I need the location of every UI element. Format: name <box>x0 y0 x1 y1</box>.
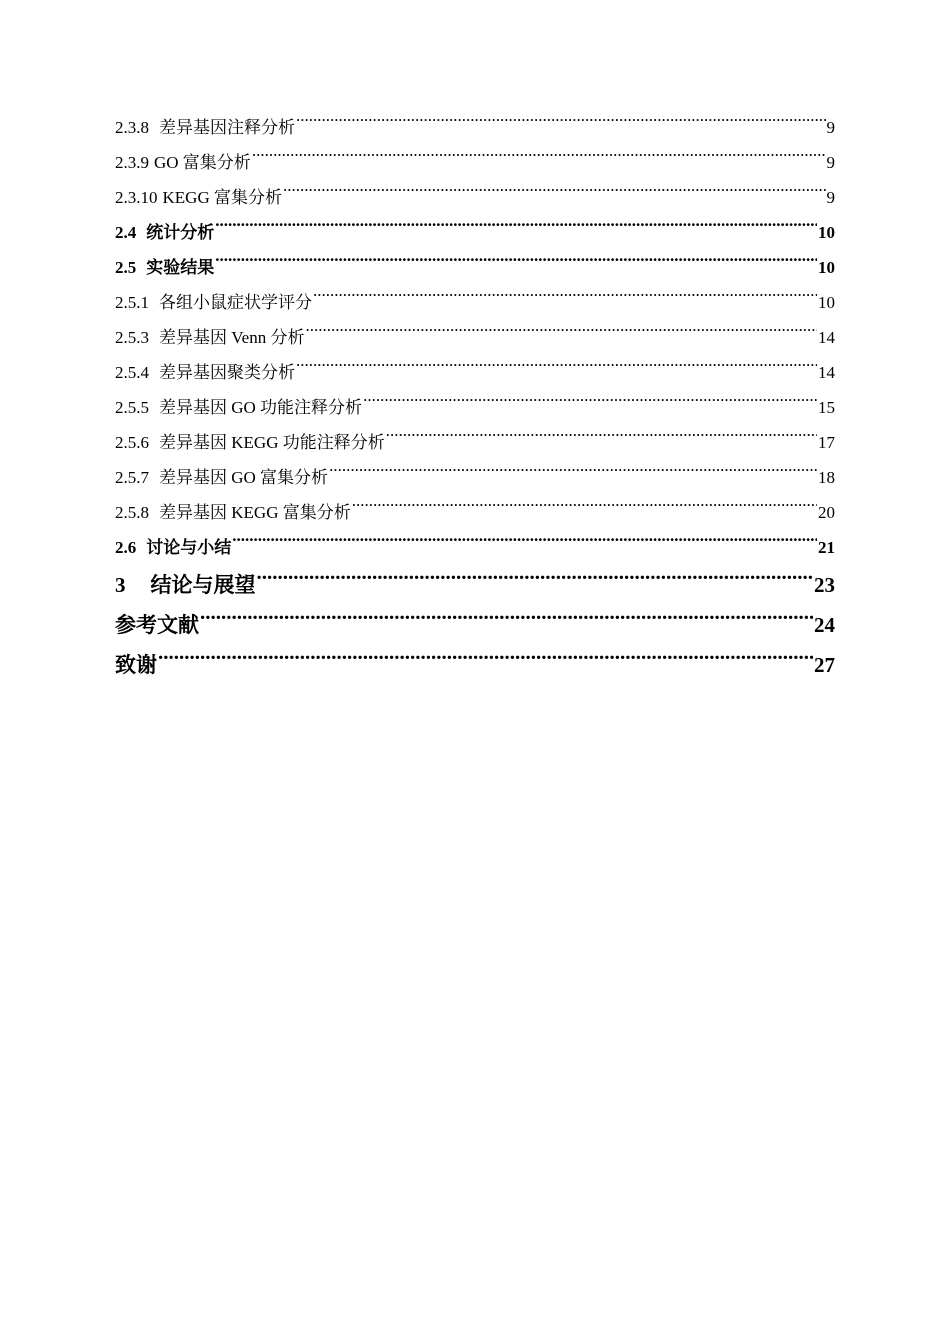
dot-leader <box>252 151 826 168</box>
dot-leader <box>296 361 817 378</box>
toc-entry-number: 2.5.6 <box>115 433 149 452</box>
dot-leader <box>232 536 817 553</box>
toc-entry-page: 9 <box>826 188 835 207</box>
toc-entry[interactable] <box>115 425 835 460</box>
toc-entry-title: 差异基因注释分析 <box>159 118 295 137</box>
toc-entry[interactable] <box>115 110 835 145</box>
toc-entry-chapter[interactable] <box>115 565 835 605</box>
toc-entry-page: 10 <box>818 293 835 312</box>
toc-entry-number: 2.6 <box>115 538 137 557</box>
toc-entry-page: 10 <box>818 258 835 277</box>
dot-leader <box>296 116 826 133</box>
toc-entry-title: 差异基因 Venn 分析 <box>159 328 305 347</box>
dot-leader <box>329 466 817 483</box>
toc-entry-number: 2.5 <box>115 258 137 277</box>
toc-entry-title: 致谢 <box>115 653 157 677</box>
toc-entry-title: 差异基因 KEGG 功能注释分析 <box>159 433 385 452</box>
toc-entry-title: 实验结果 <box>146 258 215 277</box>
toc-entry-page: 20 <box>818 503 835 522</box>
toc-entry-title: 讨论与小结 <box>146 538 232 557</box>
toc-entry-number: 2.5.7 <box>115 468 149 487</box>
toc-entry-number: 2.3.8 <box>115 118 149 137</box>
dot-leader <box>313 291 817 308</box>
toc-entry[interactable] <box>115 145 835 180</box>
toc-entry-number: 2.5.5 <box>115 398 149 417</box>
toc-entry[interactable] <box>115 530 835 565</box>
toc-entry[interactable] <box>115 215 835 250</box>
toc-entry-page: 9 <box>826 118 835 137</box>
toc-entry[interactable] <box>115 355 835 390</box>
toc-entry-page: 24 <box>814 613 835 637</box>
toc-entry[interactable] <box>115 495 835 530</box>
toc-entry-page: 10 <box>818 223 835 242</box>
toc-entry-page: 9 <box>826 153 835 172</box>
toc-entry-title: 差异基因 GO 功能注释分析 <box>159 398 363 417</box>
toc-entry-title: 差异基因 KEGG 富集分析 <box>159 503 351 522</box>
toc-entry[interactable] <box>115 285 835 320</box>
toc-entry-title: KEGG 富集分析 <box>162 188 282 207</box>
toc-entry-page: 18 <box>818 468 835 487</box>
toc-entry-page: 14 <box>818 363 835 382</box>
toc-entry[interactable] <box>115 250 835 285</box>
toc-entry-page: 14 <box>818 328 835 347</box>
toc-entry-number: 2.3.10 <box>115 188 158 207</box>
dot-leader <box>386 431 817 448</box>
toc-entry-title: 统计分析 <box>146 223 215 242</box>
toc-entry-title: GO 富集分析 <box>154 153 251 172</box>
toc-entry-title: 结论与展望 <box>150 573 256 597</box>
toc-entry[interactable] <box>115 180 835 215</box>
toc-entry-title: 差异基因聚类分析 <box>159 363 295 382</box>
toc-entry-number: 2.4 <box>115 223 137 242</box>
toc-entry-number: 3 <box>115 573 126 597</box>
dot-leader <box>215 221 817 238</box>
toc-entry[interactable] <box>115 320 835 355</box>
toc-entry-title: 差异基因 GO 富集分析 <box>159 468 329 487</box>
toc-entry-references[interactable] <box>115 605 835 645</box>
toc-entry[interactable] <box>115 460 835 495</box>
toc-entry-number: 2.5.4 <box>115 363 149 382</box>
toc-entry-acknowledgements[interactable] <box>115 645 835 685</box>
toc-entry-number: 2.5.1 <box>115 293 149 312</box>
toc-entry-page: 27 <box>814 653 835 677</box>
toc-entry-page: 23 <box>814 573 835 597</box>
dot-leader <box>363 396 817 413</box>
dot-leader <box>215 256 817 273</box>
table-of-contents <box>115 110 835 685</box>
dot-leader <box>352 501 817 518</box>
toc-entry-page: 21 <box>818 538 835 557</box>
dot-leader <box>257 571 814 592</box>
toc-entry-number: 2.5.3 <box>115 328 149 347</box>
toc-entry-title: 各组小鼠症状学评分 <box>159 293 312 312</box>
toc-entry-page: 15 <box>818 398 835 417</box>
toc-entry-title: 参考文献 <box>115 613 199 637</box>
toc-entry[interactable] <box>115 390 835 425</box>
dot-leader <box>158 651 813 672</box>
dot-leader <box>200 611 813 632</box>
toc-entry-page: 17 <box>818 433 835 452</box>
dot-leader <box>305 326 817 343</box>
dot-leader <box>283 186 826 203</box>
toc-entry-number: 2.3.9 <box>115 153 149 172</box>
toc-entry-number: 2.5.8 <box>115 503 149 522</box>
